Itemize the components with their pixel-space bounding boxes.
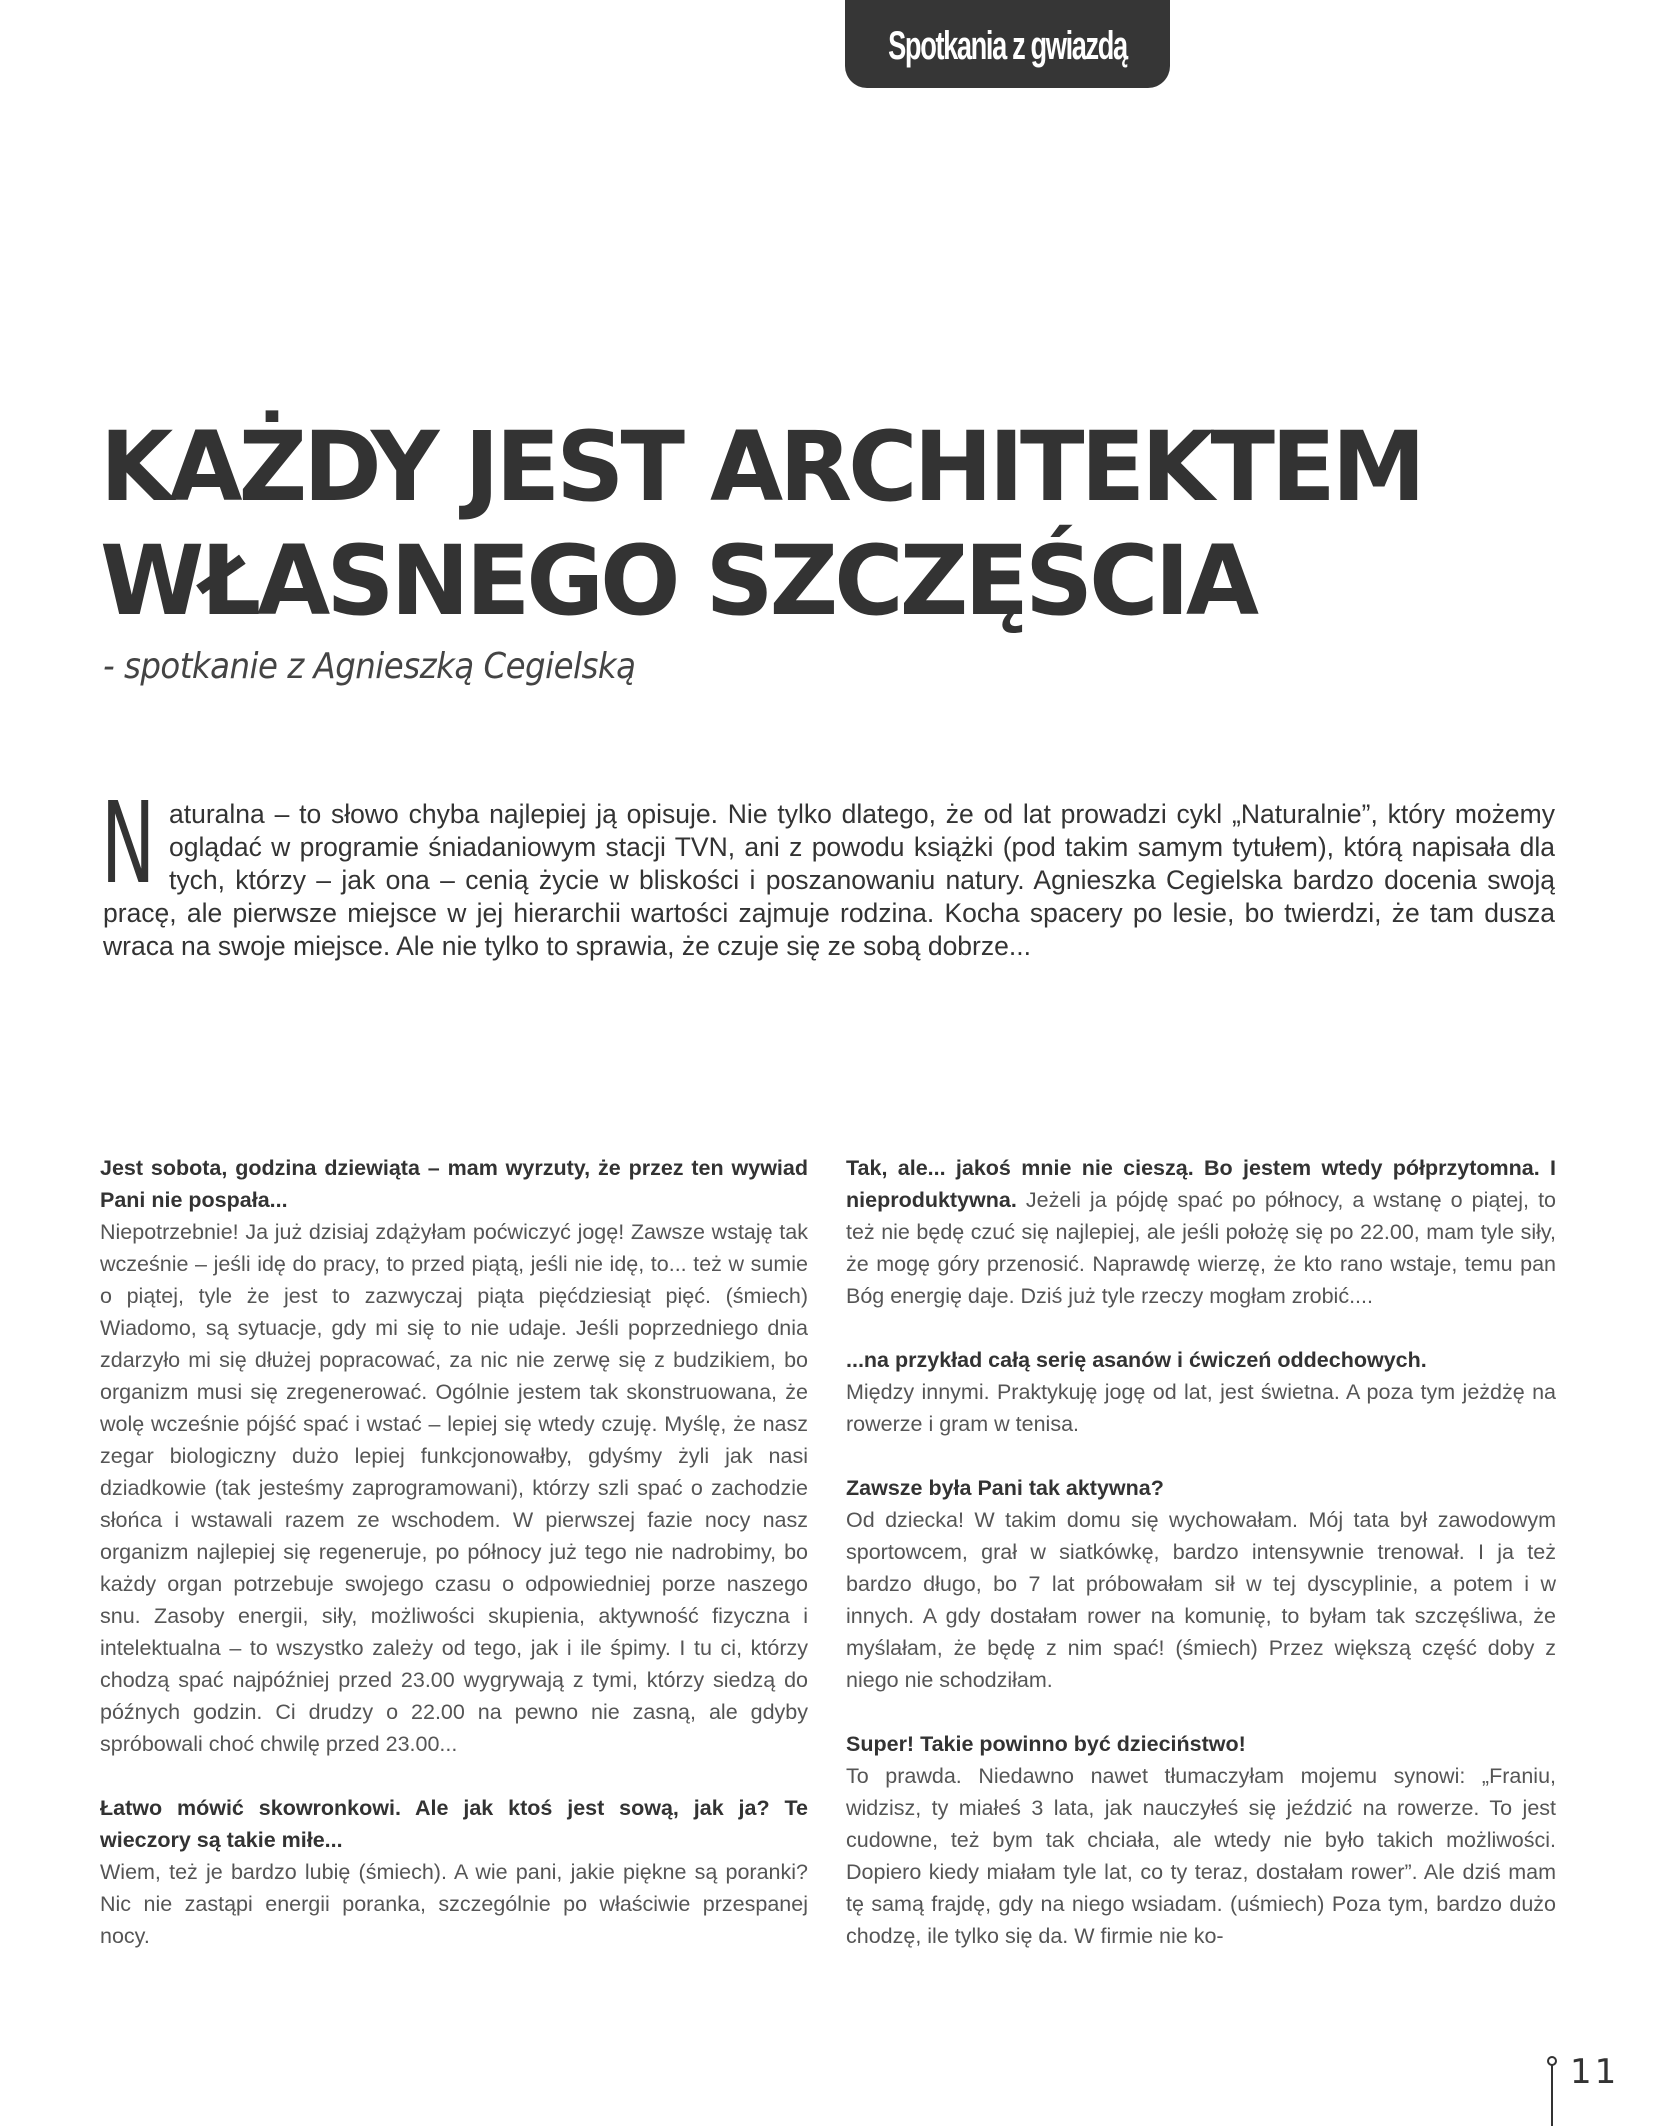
section-badge-label: Spotkania z gwiazdą	[888, 23, 1127, 68]
article-title-line-2: WŁASNEGO SZCZĘŚCIA	[100, 525, 1256, 637]
page-marker-dot-icon	[1547, 2056, 1557, 2066]
article-title-line-1: KAŻDY JEST ARCHITEKTEM	[100, 411, 1422, 523]
qa-block	[846, 1728, 1556, 1952]
drop-cap: N	[101, 779, 156, 909]
qa-block	[846, 1472, 1556, 1696]
qa-block	[100, 1152, 808, 1760]
page-marker-line	[1551, 2064, 1553, 2126]
qa-block	[100, 1792, 808, 1952]
interview-question: Tak, ale... jakoś mnie nie cieszą. Bo jestem wtedy półprzytomna. I nieproduktywna.	[846, 1156, 1556, 1212]
interview-question: Super! Takie powinno być dzieciństwo!	[846, 1732, 1246, 1756]
article-title	[100, 410, 1600, 638]
section-badge	[845, 0, 1170, 88]
article-intro	[101, 779, 1555, 963]
interview-answer: Niepotrzebnie! Ja już dzisiaj zdążyłam poćwiczyć jogę! Zawsze wstaję tak wcześnie – jeśli idę do pracy, to przed piątą, jeśli nie idę, to... też w sumie o piątej, tyle że jest to zazwyczaj piąta pięćdziesiąt pięć. (śmiech) Wiadomo, są sytuacje, gdy mi się to nie udaje. Jeśli poprzedniego dnia zdarzyło mi się dłużej popracować, za nic nie zerwę się z budzikiem, bo organizm musi się zregenerować. Ogólnie jestem tak skonstruowana, że wolę wcześnie pójść spać i wstać – lepiej się wtedy czuję. Myślę, że nasz zegar biologiczny dużo lepiej funkcjonowałby, gdyśmy żyli jak nasi dziadkowie (tak jesteśmy zaprogramowani), którzy szli spać o zachodzie słońca i wstawali razem ze wschodem. W pierwszej fazie nocy nasz organizm najlepiej się regeneruje, po północy już tego nie nadrobimy, bo każdy organ potrzebuje swojego czasu o odpowiedniej porze naszego snu. Zasoby energii, siły, możliwości skupienia, aktywność fizyczna i intelektualna – to wszystko zależy od tego, jak i ile śpimy. I tu ci, którzy chodzą spać najpóźniej przed 23.00 wygrywają z tymi, którzy siedzą do późnych godzin. Ci drudzy o 22.00 na pewno nie zasną, ale gdyby spróbowali choć chwilę przed 23.00...	[100, 1220, 808, 1756]
interview-question: ...na przykład całą serię asanów i ćwiczeń oddechowych.	[846, 1348, 1427, 1372]
interview-question: Jest sobota, godzina dziewiąta – mam wyrzuty, że przez ten wywiad Pani nie pospała...	[100, 1156, 808, 1212]
interview-answer: Wiem, też je bardzo lubię (śmiech). A wie pani, jakie piękne są poranki? Nic nie zastąpi energii poranka, szczególnie po właściwie przespanej nocy.	[100, 1860, 808, 1948]
interview-answer: Jeżeli ja pójdę spać po północy, a wstanę o piątej, to też nie będę czuć się najlepiej, ale jeśli położę się po 22.00, mam tyle siły, że mogę góry przenosić. Naprawdę wierzę, że kto rano wstaje, temu pan Bóg energię daje. Dziś już tyle rzeczy mogłam zrobić....	[846, 1188, 1556, 1308]
interview-answer: Między innymi. Praktykuję jogę od lat, jest świetna. A poza tym jeżdżę na rowerze i gram w tenisa.	[846, 1380, 1556, 1436]
interview-question: Zawsze była Pani tak aktywna?	[846, 1476, 1164, 1500]
page-number-marker	[1545, 2054, 1625, 2126]
interview-question: Łatwo mówić skowronkowi. Ale jak ktoś jest sową, jak ja? Te wieczory są takie miłe...	[100, 1796, 808, 1852]
page-number: 11	[1570, 2052, 1620, 2092]
qa-block	[846, 1344, 1556, 1440]
interview-answer: Od dziecka! W takim domu się wychowałam. Mój tata był zawodowym sportowcem, grał w siatkówkę, bardzo intensywnie trenował. I ja też bardzo długo, bo 7 lat próbowałam sił w tej dyscyplinie, a potem i w innych. A gdy dostałam rower na komunię, to byłam tak szczęśliwa, że myślałam, że będę z nim spać! (śmiech) Przez większą część doby z niego nie schodziłam.	[846, 1508, 1556, 1692]
qa-block	[846, 1152, 1556, 1312]
intro-text: aturalna – to słowo chyba najlepiej ją opisuje. Nie tylko dlatego, że od lat prowadzi cykl „Naturalnie”, który możemy oglądać w programie śniadaniowym stacji TVN, ani z powodu książki (pod takim samym tytułem), którą napisała dla tych, którzy – jak ona – cenią życie w bliskości i poszanowaniu natury. Agnieszka Cegielska bardzo docenia swoją pracę, ale pierwsze miejsce w jej hierarchii wartości zajmuje rodzina. Kocha spacery po lesie, bo twierdzi, że tam dusza wraca na swoje miejsce. Ale nie tylko to sprawia, że czuje się ze sobą dobrze...	[103, 799, 1555, 961]
right-column	[846, 1152, 1556, 1984]
interview-answer: To prawda. Niedawno nawet tłumaczyłam mojemu synowi: „Franiu, widzisz, ty miałeś 3 lata, jak nauczyłeś się jeździć na rowerze. To jest cudowne, też bym tak chciała, ale wtedy nie było takich możliwości. Dopiero kiedy miałam tyle lat, co ty teraz, dostałam rower”. Ale dziś mam tę samą frajdę, gdy na niego wsiadam. (uśmiech) Poza tym, bardzo dużo chodzę, ile tylko się da. W firmie nie ko-	[846, 1764, 1556, 1948]
left-column	[100, 1152, 808, 1984]
article-subtitle: - spotkanie z Agnieszką Cegielską	[103, 646, 636, 687]
